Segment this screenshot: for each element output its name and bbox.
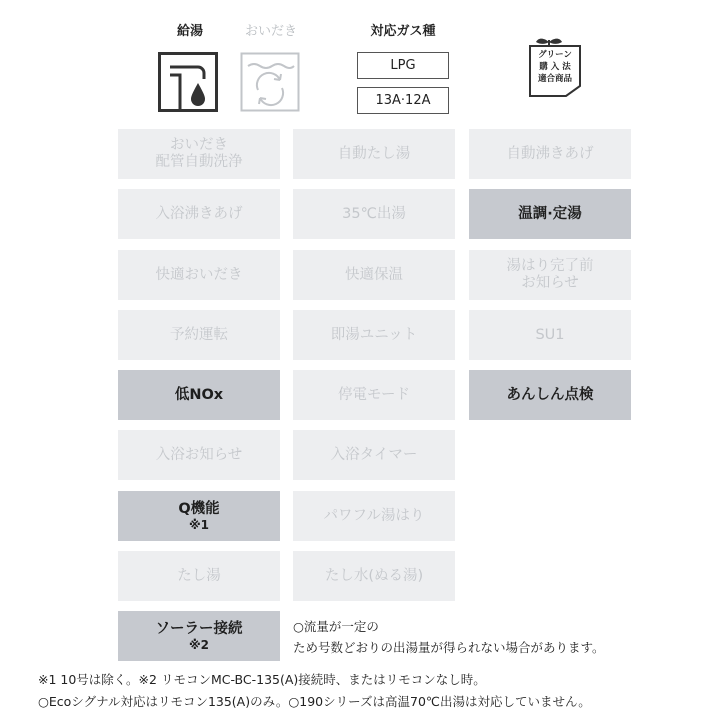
footnote-1: ※1 10号は除く。※2 リモコンMC-BC-135(A)接続時、またはリモコンなし時。 [38,672,486,687]
oidaki-icon [240,52,300,112]
feature-label: Q機能 [178,500,220,517]
feature-cell [118,611,280,661]
feature-label: 即湯ユニット [330,326,418,343]
feature-label: 自動たし湯 [337,145,411,162]
feature-label: 配管自動洗浄 [155,154,243,170]
gas-type-title: 対応ガス種 [370,24,436,39]
feature-cell [293,129,455,179]
green-badge-line-1: グリーン [538,50,572,60]
gas-type-13a-12a: 13A·12A [357,87,449,114]
feature-cell [469,310,631,360]
feature-label: 快適保温 [345,266,403,283]
green-badge-line-3: 適合商品 [537,74,572,84]
feature-cell [469,250,631,300]
feature-cell [293,430,455,480]
green-purchase-badge [522,36,588,98]
flow-note-line-1: ○流量が一定の [293,619,379,634]
faucet-icon [158,52,218,112]
feature-label: 低NOx [174,386,224,403]
feature-cell [469,370,631,420]
gas-type-lpg: LPG [357,52,449,79]
feature-cell [293,370,455,420]
footnote-2: ○Ecoシグナル対応はリモコン135(A)のみ。○190シリーズは高温70℃出湯は対応していません。 [38,694,591,709]
feature-label: SU1 [535,326,565,343]
kyuto-label: 給湯 [176,24,203,39]
flow-note-line-2: ため号数どおりの出湯量が得られない場合があります。 [293,640,605,655]
feature-label: 入浴沸きあげ [155,205,243,222]
feature-label: 自動沸きあげ [506,145,594,162]
feature-cell [469,129,631,179]
feature-label: 予約運転 [170,326,228,343]
feature-cell [118,551,280,601]
feature-cell [293,250,455,300]
feature-label: パワフル湯はり [323,507,425,524]
feature-cell [293,551,455,601]
feature-footnote-mark: ※1 [188,517,209,532]
feature-cell [118,430,280,480]
green-badge-line-2: 購 入 法 [539,62,571,72]
feature-cell [118,250,280,300]
feature-label: 入浴タイマー [330,446,418,463]
feature-cell [118,129,280,179]
feature-cell [118,370,280,420]
feature-cell [469,189,631,239]
feature-label: 35℃出湯 [342,205,406,222]
feature-label: ソーラー接続 [155,620,243,637]
feature-cell [118,310,280,360]
oidaki-label: おいだき [244,24,297,39]
feature-label: 温調·定湯 [518,205,582,222]
feature-cell [293,310,455,360]
feature-footnote-mark: ※2 [188,637,209,652]
feature-label: 停電モード [338,386,410,403]
feature-cell [118,491,280,541]
feature-label: お知らせ [521,275,579,291]
feature-cell [293,189,455,239]
feature-label: たし湯 [177,567,221,584]
feature-label: 快適おいだき [155,266,243,283]
feature-cell [118,189,280,239]
feature-label: 入浴お知らせ [155,446,243,463]
feature-label: あんしん点検 [506,386,594,403]
feature-label: たし水(ぬる湯) [324,567,424,584]
feature-label: おいだき [170,137,228,153]
feature-label: 湯はり完了前 [506,258,594,274]
feature-cell [293,491,455,541]
